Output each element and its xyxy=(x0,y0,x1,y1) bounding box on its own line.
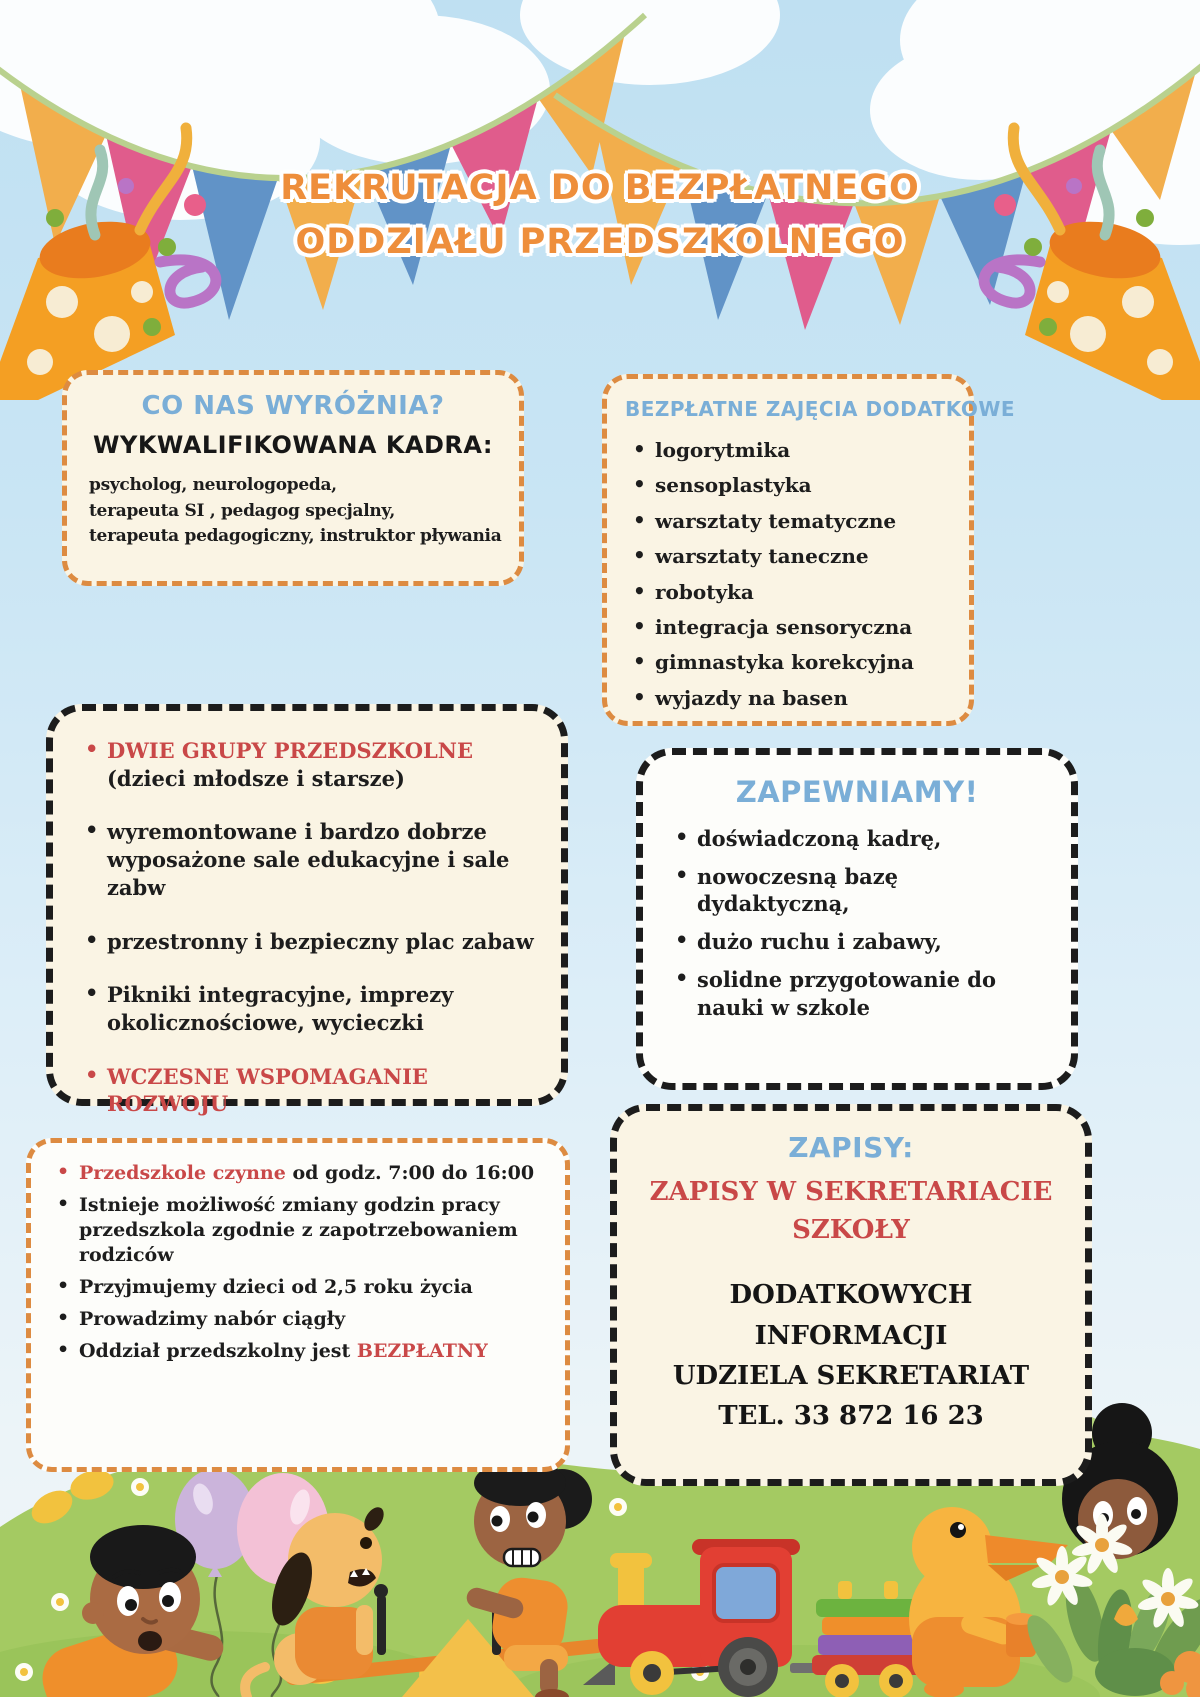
contact-info xyxy=(641,1275,1061,1436)
text-line: ZAPISY W SEKRETARIACIE xyxy=(649,1177,1053,1207)
list-item xyxy=(667,863,1047,918)
text-segment: doświadczoną kadrę, xyxy=(697,826,942,851)
title-line2: ODDZIAŁU PRZEDSZKOLNEGO xyxy=(295,222,905,262)
list-item xyxy=(625,579,955,605)
text-segment: od godz. 7:00 do 16:00 xyxy=(285,1162,535,1184)
text-line: psycholog, neurologopeda, xyxy=(89,475,337,495)
text-segment: robotyka xyxy=(655,579,754,604)
list-item xyxy=(625,543,955,569)
list-item xyxy=(77,737,537,792)
list-item xyxy=(49,1161,547,1186)
highlighted-text: WCZESNE WSPOMAGANIE ROZWOJU xyxy=(107,1063,428,1117)
box-heading: CO NAS WYRÓŻNIA? xyxy=(141,391,445,421)
text-line: TEL. 33 872 16 23 xyxy=(718,1401,984,1432)
list-item xyxy=(625,437,955,463)
highlighted-text: Przedszkole czynne xyxy=(79,1162,286,1184)
text-line: UDZIELA SEKRETARIAT xyxy=(672,1360,1030,1391)
text-segment: warsztaty taneczne xyxy=(655,544,869,569)
list-item xyxy=(625,508,955,534)
list-item xyxy=(49,1339,547,1364)
text-segment: wyremontowane i bardzo dobrze wyposażone sale edukacyjne i sale zabw xyxy=(107,819,510,900)
activities-list xyxy=(625,437,955,711)
box-zapewniamy xyxy=(636,748,1078,1090)
text-line: SZKOŁY xyxy=(792,1214,910,1245)
text-segment: Prowadzimy nabór ciągły xyxy=(79,1308,346,1331)
list-item xyxy=(625,649,955,675)
box-heading: ZAPISY: xyxy=(788,1131,914,1164)
list-item xyxy=(625,685,955,711)
list-item xyxy=(49,1275,547,1300)
text-segment: nowoczesną bazę dydaktyczną, xyxy=(697,863,899,917)
box-heading: BEZPŁATNE ZAJĘCIA DODATKOWE xyxy=(625,397,1016,421)
text-line: DODATKOWYCH INFORMACJI xyxy=(729,1280,973,1351)
highlighted-text: DWIE GRUPY PRZEDSZKOLNE xyxy=(107,738,473,763)
title-line1: REKRUTACJA DO BEZPŁATNEGO xyxy=(280,168,920,208)
list-item xyxy=(77,818,537,901)
text-segment: warsztaty tematyczne xyxy=(655,508,897,533)
list-item xyxy=(625,614,955,640)
box-subheading: WYKWALIFIKOWANA KADRA: xyxy=(92,431,494,459)
practical-info-list xyxy=(49,1161,547,1365)
text-segment: sensoplastyka xyxy=(655,473,812,498)
list-item xyxy=(667,928,1047,956)
highlighted-text: BEZPŁATNY xyxy=(356,1340,488,1363)
enrollment-location xyxy=(641,1174,1061,1249)
box-zapisy xyxy=(610,1104,1092,1486)
list-item xyxy=(77,1063,537,1118)
text-segment: integracja sensoryczna xyxy=(655,614,913,639)
guarantees-list xyxy=(667,825,1047,1021)
list-item xyxy=(77,928,537,956)
list-item xyxy=(667,825,1047,853)
text-segment: przestronny i bezpieczny plac zabaw xyxy=(107,928,534,954)
text-segment: (dzieci młodsze i starsze) xyxy=(107,765,405,791)
text-segment: Oddział przedszkolny jest xyxy=(79,1340,357,1363)
box-grupy-przedszkolne xyxy=(46,704,568,1117)
text-line: terapeuta pedagogiczny, instruktor pływania xyxy=(89,526,502,546)
text-segment: Przyjmujemy dzieci od 2,5 roku życia xyxy=(79,1276,473,1299)
qualified-staff-list xyxy=(89,473,502,550)
list-item xyxy=(625,472,955,498)
text-segment: solidne przygotowanie do nauki w szkole xyxy=(697,966,996,1020)
text-segment: dużo ruchu i zabawy, xyxy=(697,929,942,955)
text-segment: gimnastyka korekcyjna xyxy=(655,650,914,675)
text-segment: Istnieje możliwość zmiany godzin pracy przedszkola zgodnie z zapotrzebowaniem rodziców xyxy=(79,1194,518,1267)
features-list xyxy=(77,737,537,1118)
box-przedszkole-czynne xyxy=(26,1138,570,1472)
list-item xyxy=(49,1307,547,1332)
box-co-nas-wyroznia xyxy=(62,370,524,586)
list-item xyxy=(667,966,1047,1021)
text-line: terapeuta SI , pedagog specjalny, xyxy=(89,500,395,521)
box-bezplatne-zajecia xyxy=(602,374,1016,726)
box-heading: ZAPEWNIAMY! xyxy=(735,775,979,809)
text-segment: wyjazdy na basen xyxy=(655,685,848,710)
text-segment: Pikniki integracyjne, imprezy okolicznościowe, wycieczki xyxy=(107,982,454,1036)
text-segment: logorytmika xyxy=(655,438,791,462)
list-item xyxy=(77,981,537,1036)
poster-title xyxy=(0,168,1200,276)
list-item xyxy=(49,1193,547,1268)
